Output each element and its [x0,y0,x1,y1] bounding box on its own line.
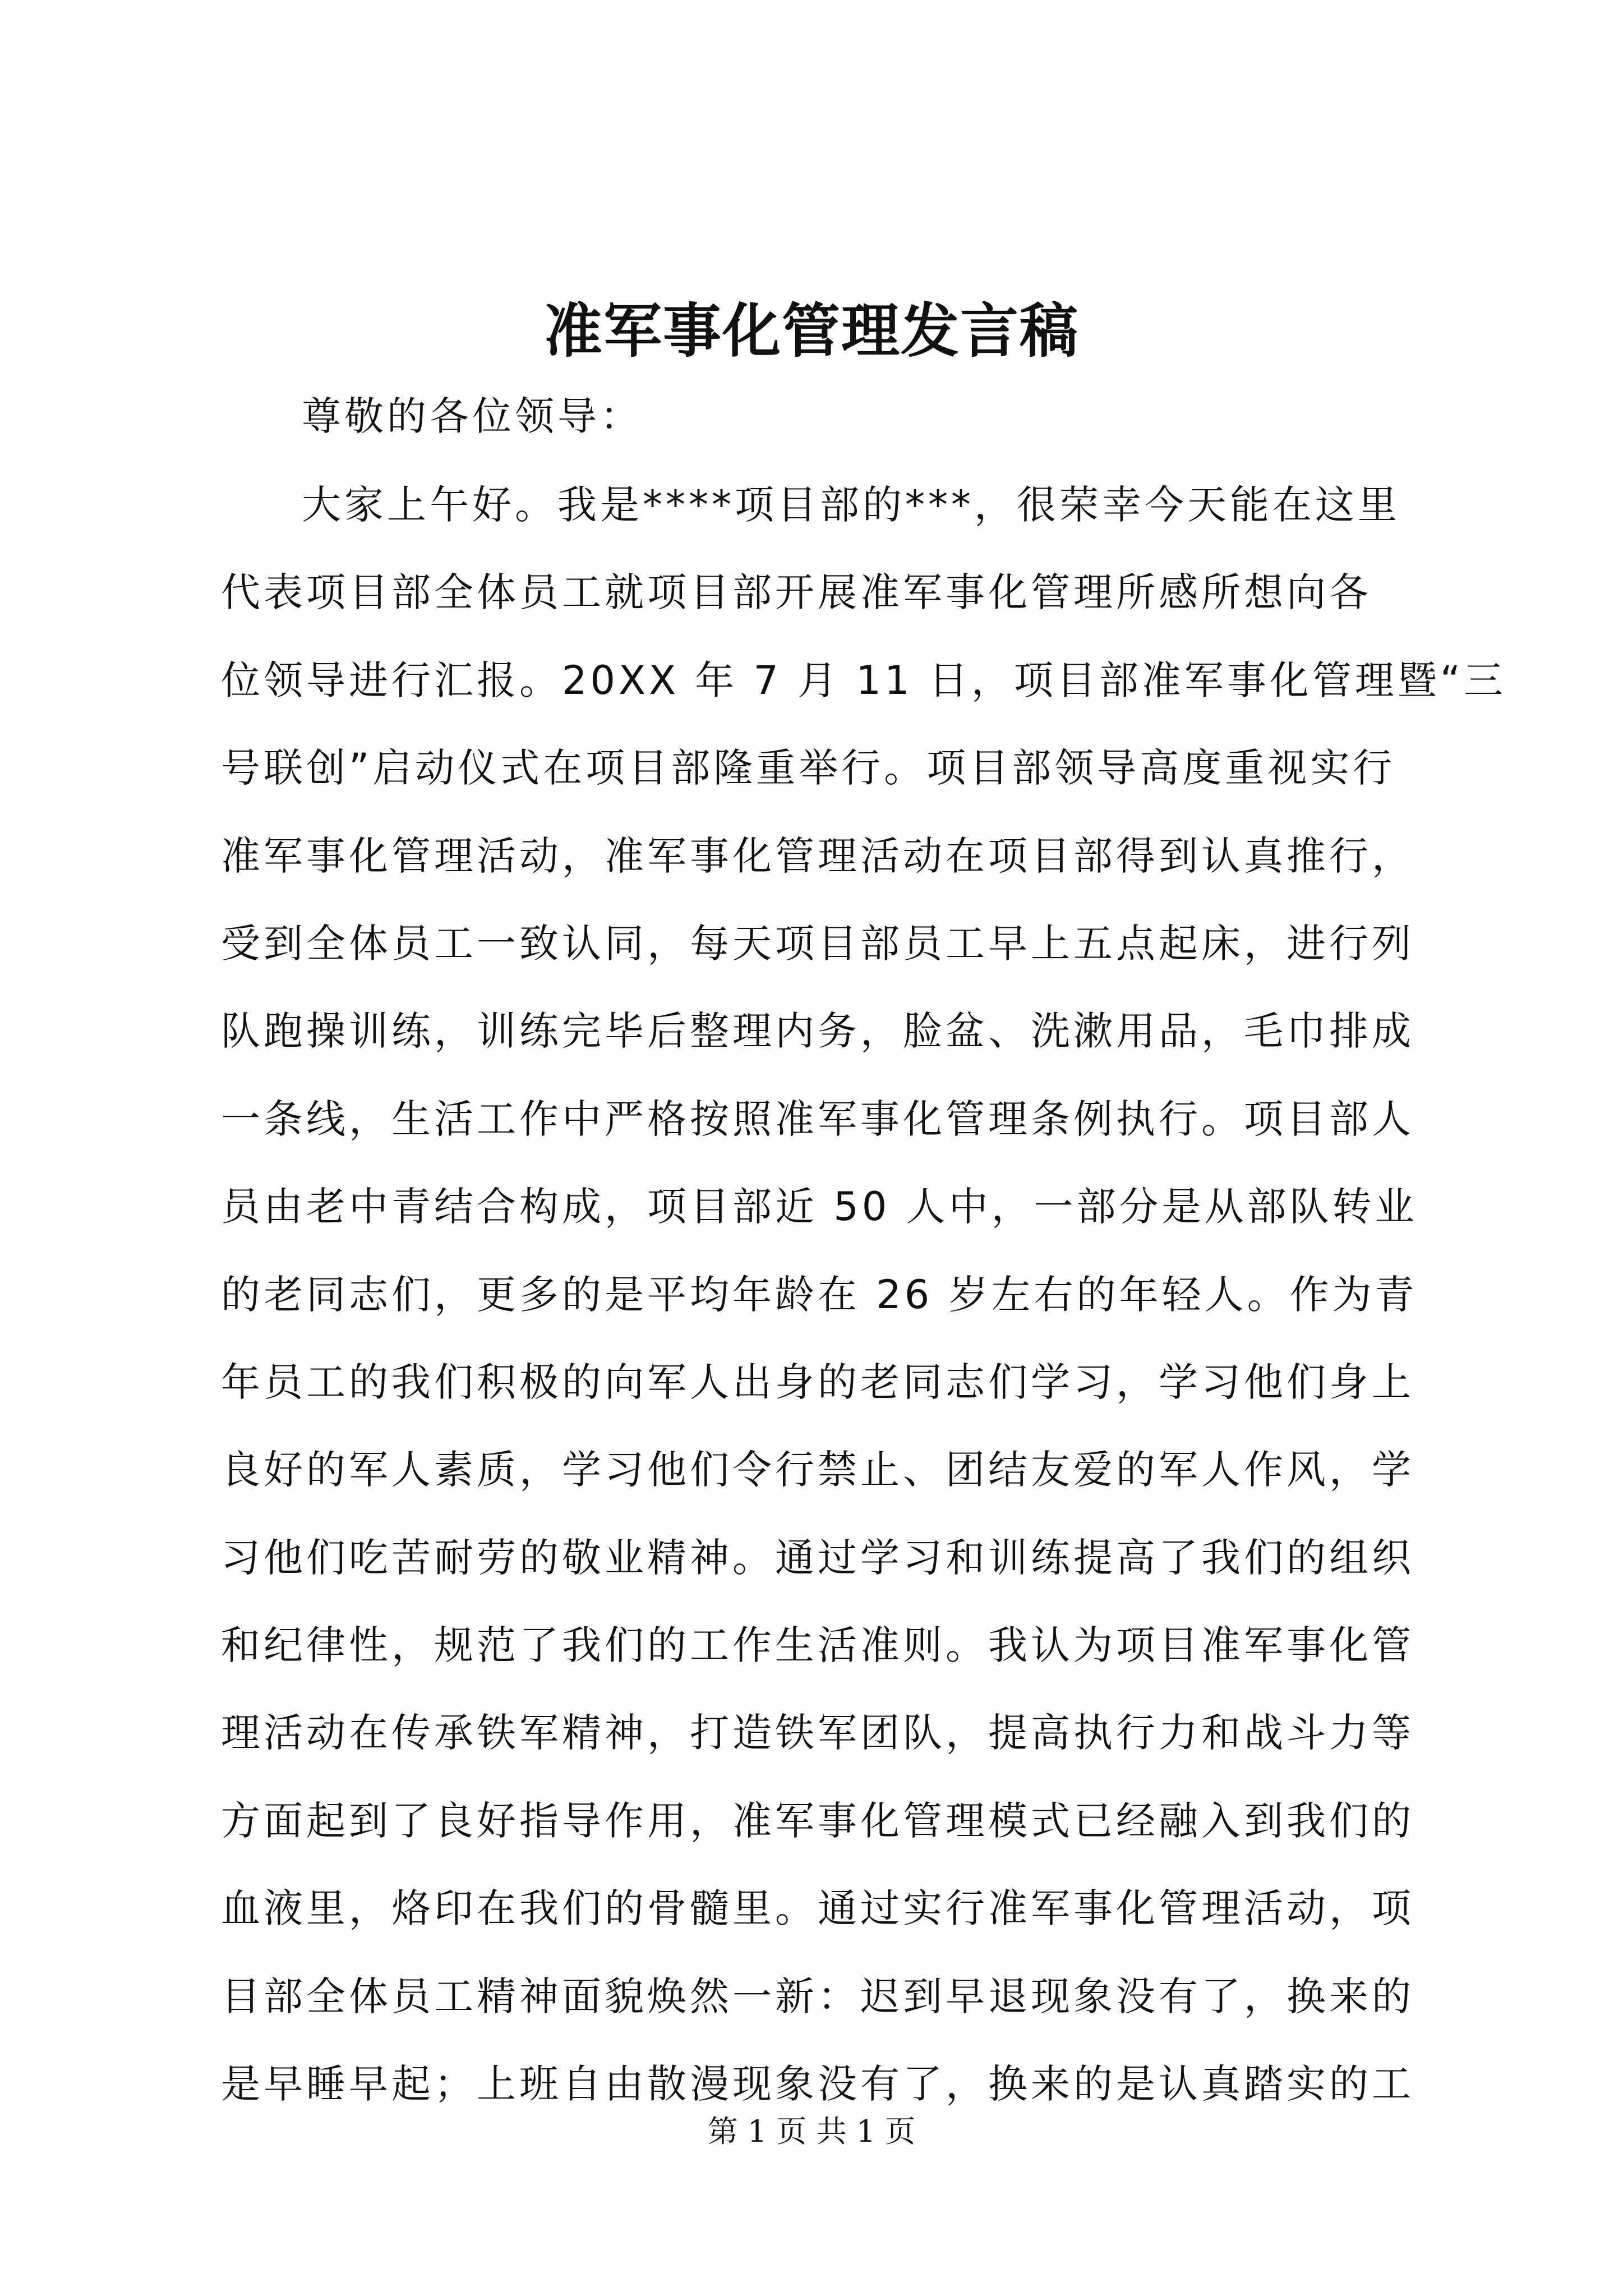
body-line: 员由老中青结合构成，项目部近 50 人中，一部分是从部队转业 [221,1184,1418,1230]
document-title: 准军事化管理发言稿 [543,296,1079,365]
body-line: 代表项目部全体员工就项目部开展准军事化管理所感所想向各 [221,569,1372,616]
body-line: 受到全体员工一致认同，每天项目部员工早上五点起床，进行列 [221,920,1414,967]
body-line: 是早睡早起；上班自由散漫现象没有了，换来的是认真踏实的工 [221,2061,1414,2108]
body-line: 良好的军人素质，学习他们令行禁止、团结友爱的军人作风，学 [221,1447,1414,1493]
body-line: 号联创”启动仪式在项目部隆重举行。项目部领导高度重视实行 [221,745,1396,792]
page-footer: 第 1 页 共 1 页 [707,2114,916,2149]
body-line: 目部全体员工精神面貌焕然一新：迟到早退现象没有了，换来的 [221,1973,1414,2019]
body-line: 一条线，生活工作中严格按照准军事化管理条例执行。项目部人 [221,1096,1414,1142]
body-line: 习他们吃苦耐劳的敬业精神。通过学习和训练提高了我们的组织 [221,1534,1414,1581]
body-line: 方面起到了良好指导作用，准军事化管理模式已经融入到我们的 [221,1797,1414,1844]
salutation: 尊敬的各位领导： [302,393,643,439]
body-line: 理活动在传承铁军精神，打造铁军团队，提高执行力和战斗力等 [221,1710,1414,1756]
body-line: 队跑操训练，训练完毕后整理内务，脸盆、洗漱用品，毛巾排成 [221,1008,1414,1055]
body-line: 准军事化管理活动，准军事化管理活动在项目部得到认真推行， [221,832,1414,879]
document-body [221,477,1507,2143]
body-line: 和纪律性，规范了我们的工作生活准则。我认为项目准军事化管 [221,1622,1414,1669]
body-line: 年员工的我们积极的向军人出身的老同志们学习，学习他们身上 [221,1359,1414,1405]
body-line: 位领导进行汇报。20XX 年 7 月 11 日，项目部准军事化管理暨“三 [221,657,1507,703]
body-line: 大家上午好。我是****项目部的***，很荣幸今天能在这里 [302,482,1400,528]
body-line: 的老同志们，更多的是平均年龄在 26 岁左右的年轻人。作为青 [221,1271,1418,1318]
body-line: 血液里，烙印在我们的骨髓里。通过实行准军事化管理活动，项 [221,1885,1414,1932]
